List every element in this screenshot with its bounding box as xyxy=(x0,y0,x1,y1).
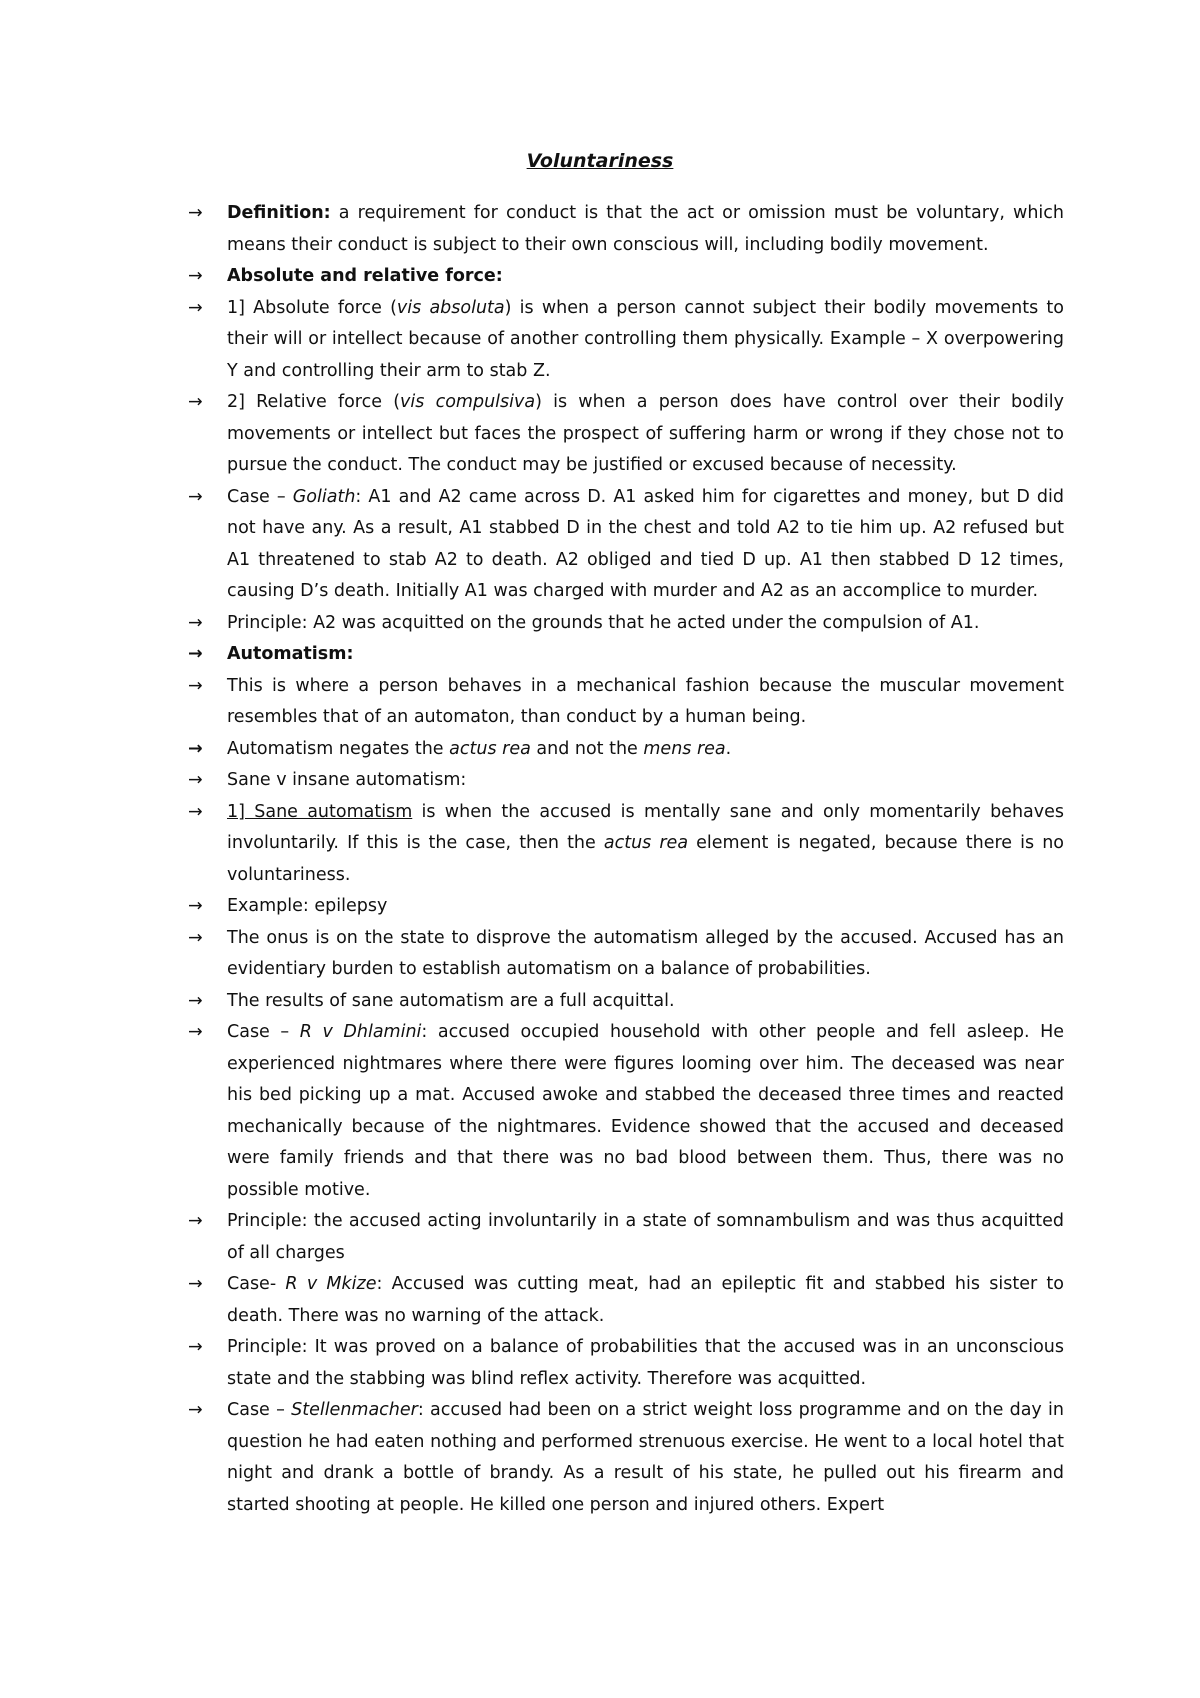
list-item-automatism-heading: → Automatism: xyxy=(188,639,1064,671)
list-item-example-epilepsy: → Example: epilepsy xyxy=(188,891,1064,923)
list-item-sane-insane: → Sane v insane automatism: xyxy=(188,765,1064,797)
list-item-relative-force: → 2] Relative force (vis compulsiva) is when a person does have control over their bodily movements or intellect but faces the prospect of suffering harm or wrong if they chose not to pursue the conduct. The conduct may be justified or excused because of necessity. xyxy=(188,387,1064,482)
list-item-results: → The results of sane automatism are a full acquittal. xyxy=(188,986,1064,1018)
list-item-automatism-negates: → Automatism negates the actus rea and not the mens rea. xyxy=(188,734,1064,766)
list-item-automatism-definition: → This is where a person behaves in a mechanical fashion because the muscular movement resembles that of an automaton, than conduct by a human being. xyxy=(188,671,1064,734)
arrow-icon: → xyxy=(188,644,203,664)
arrow-icon: → xyxy=(188,392,203,412)
arrow-icon: → xyxy=(188,927,203,948)
arrow-icon: → xyxy=(188,1211,203,1231)
arrow-icon: → xyxy=(188,486,203,507)
arrow-icon: → xyxy=(188,1400,203,1420)
arrow-icon: → xyxy=(188,266,203,286)
arrow-icon: → xyxy=(188,297,203,318)
arrow-icon: → xyxy=(188,738,203,759)
page-title: Voluntariness xyxy=(526,150,674,172)
list-item-sane-automatism: → 1] Sane automatism is when the accused is mentally sane and only momentarily behaves involuntarily. If this is the case, then the actus rea element is negated, because there is no voluntariness. xyxy=(188,797,1064,892)
list-item-absolute-force: → 1] Absolute force (vis absoluta) is when a person cannot subject their bodily movements to their will or intellect because of another controlling them physically. Example – X overpowering Y and controlling their arm to stab Z. xyxy=(188,293,1064,388)
list-item-case-dhlamini: → Case – R v Dhlamini: accused occupied household with other people and fell asleep. He experienced nightmares where there were figures looming over him. The deceased was near his bed picking up a mat. Accused awoke and stabbed the deceased three times and reacted mechanically because of the nightmares. Evidence showed that the accused and deceased were family friends and that there was no bad blood between them. Thus, there was no possible motive. xyxy=(188,1017,1064,1206)
arrow-icon: → xyxy=(188,770,203,790)
list-item-definition: → Definition: a requirement for conduct is that the act or omission must be voluntary, which means their conduct is subject to their own conscious will, including bodily movement. xyxy=(188,198,1064,261)
arrow-icon: → xyxy=(188,801,203,822)
arrow-icon: → xyxy=(188,896,203,916)
arrow-icon: → xyxy=(188,203,203,223)
list-item-principle-dhlamini: → Principle: the accused acting involuntarily in a state of somnambulism and was thus acquitted of all charges xyxy=(188,1206,1064,1269)
list-item-absolute-relative-heading: → Absolute and relative force: xyxy=(188,261,1064,293)
list-item-principle-goliath: → Principle: A2 was acquitted on the grounds that he acted under the compulsion of A1. xyxy=(188,608,1064,640)
arrow-icon: → xyxy=(188,1022,203,1042)
arrow-icon: → xyxy=(188,1337,203,1357)
list-item-onus: → The onus is on the state to disprove the automatism alleged by the accused. Accused has an evidentiary burden to establish automatism on a balance of probabilities. xyxy=(188,923,1064,986)
arrow-icon: → xyxy=(188,990,203,1011)
notes-list xyxy=(188,198,1064,1521)
list-item-case-goliath: → Case – Goliath: A1 and A2 came across D. A1 asked him for cigarettes and money, but D did not have any. As a result, A1 stabbed D in the chest and told A2 to tie him up. A2 refused but A1 threatened to stab A2 to death. A2 obliged and tied D up. A1 then stabbed D 12 times, causing D’s death. Initially A1 was charged with murder and A2 as an accomplice to murder. xyxy=(188,482,1064,608)
arrow-icon: → xyxy=(188,1274,203,1294)
arrow-icon: → xyxy=(188,675,203,696)
list-item-case-stellenmacher: → Case – Stellenmacher: accused had been on a strict weight loss programme and on the day in question he had eaten nothing and performed strenuous exercise. He went to a local hotel that night and drank a bottle of brandy. As a result of his state, he pulled out his firearm and started shooting at people. He killed one person and injured others. Expert xyxy=(188,1395,1064,1521)
arrow-icon: → xyxy=(188,612,203,633)
list-item-principle-mkize: → Principle: It was proved on a balance of probabilities that the accused was in an unconscious state and the stabbing was blind reflex activity. Therefore was acquitted. xyxy=(188,1332,1064,1395)
list-item-case-mkize: → Case- R v Mkize: Accused was cutting meat, had an epileptic fit and stabbed his sister to death. There was no warning of the attack. xyxy=(188,1269,1064,1332)
